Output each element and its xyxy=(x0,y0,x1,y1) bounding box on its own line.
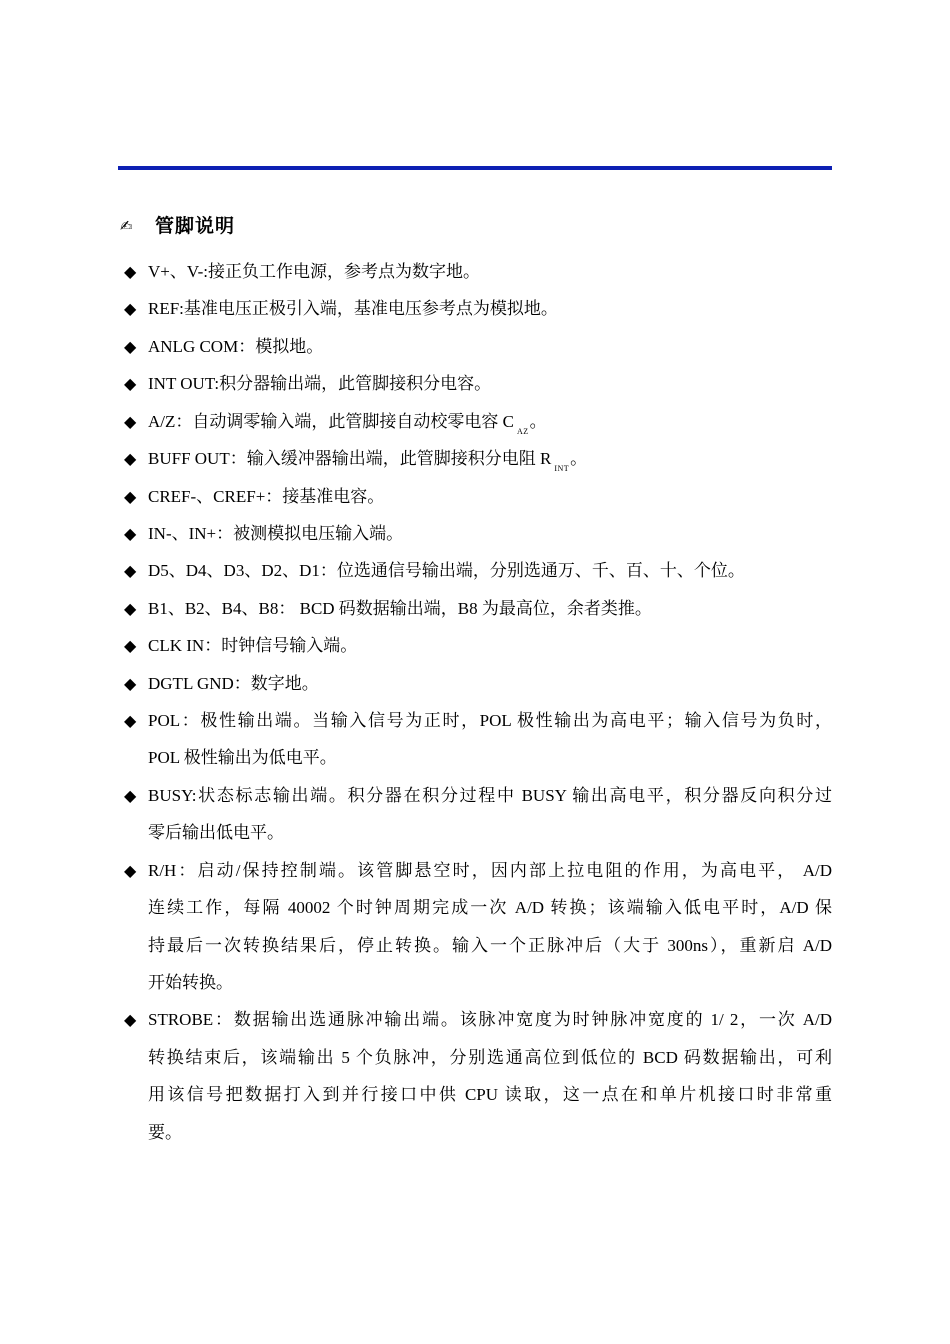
pin-description-line: V+、V-:接正负工作电源，参考点为数字地。 xyxy=(148,262,480,281)
list-bullet: ◆ xyxy=(124,711,137,731)
list-bullet: ◆ xyxy=(124,299,137,319)
list-bullet: ◆ xyxy=(124,411,137,431)
pin-item-cref xyxy=(124,478,836,515)
pin-item-ref xyxy=(124,290,836,327)
pin-description-line: CREF-、CREF+：接基准电容。 xyxy=(148,486,385,506)
list-bullet: ◆ xyxy=(124,860,137,880)
pin-item-b1-b8 xyxy=(124,590,836,627)
pin-description-line: 用该信号把数据打入到并行接口中供 CPU 读取，这一点在和单片机接口时非常重 xyxy=(148,1085,832,1105)
pin-description-list xyxy=(124,253,836,1151)
section-title: 管脚说明 xyxy=(155,215,236,237)
pin-description-line: BUSY:状态标志输出端。积分器在积分过程中 BUSY 输出高电平，积分器反向积分过 xyxy=(148,785,832,805)
list-bullet: ◆ xyxy=(124,561,137,581)
pin-description-line: R/H：启动/保持控制端。该管脚悬空时，因内部上拉电阻的作用，为高电平， A/D xyxy=(148,860,832,880)
header-rule xyxy=(118,166,832,170)
pin-item-int-out xyxy=(124,365,836,402)
list-bullet: ◆ xyxy=(124,1010,137,1030)
pin-item-in xyxy=(124,515,836,552)
pin-description-tail: 。 xyxy=(570,449,588,469)
pin-description-line: ANLG COM：模拟地。 xyxy=(148,336,324,356)
list-bullet: ◆ xyxy=(124,336,137,356)
list-bullet: ◆ xyxy=(124,449,137,469)
pin-description-line: 零后输出低电平。 xyxy=(148,823,284,843)
pin-description-tail: 。 xyxy=(529,411,547,431)
pin-description-line: POL：极性输出端。当输入信号为正时，POL 极性输出为高电平；输入信号为负时， xyxy=(148,711,832,731)
section-heading xyxy=(120,212,235,240)
pin-item-buff-out xyxy=(124,440,836,477)
pin-description-text: BUFF OUT：输入缓冲器输出端，此管脚接积分电阻 R xyxy=(148,449,552,469)
list-bullet: ◆ xyxy=(124,785,137,805)
pin-item-clk-in xyxy=(124,627,836,664)
pin-description-line: INT OUT:积分器输出端，此管脚接积分电容。 xyxy=(148,374,492,394)
pin-description-line: POL 极性输出为低电平。 xyxy=(148,748,337,768)
pin-description-line: 连续工作，每隔 40002 个时钟周期完成一次 A/D 转换；该端输入低电平时，A/D 保 xyxy=(148,898,832,918)
pin-description-line: DGTL GND：数字地。 xyxy=(148,673,319,693)
pin-description-line: STROBE：数据输出选通脉冲输出端。该脉冲宽度为时钟脉冲宽度的 1/ 2，一次 A/D xyxy=(148,1010,832,1030)
list-bullet: ◆ xyxy=(124,673,137,693)
pin-description-line xyxy=(148,440,832,477)
pin-description-text: A/Z：自动调零输入端，此管脚接自动校零电容 C xyxy=(148,411,514,431)
subscript-int: INT xyxy=(554,464,570,474)
pin-item-strobe xyxy=(124,1001,836,1151)
list-bullet: ◆ xyxy=(124,523,137,543)
pin-description-line: IN-、IN+：被测模拟电压输入端。 xyxy=(148,523,404,543)
pin-item-dgtl-gnd xyxy=(124,665,836,702)
pin-description-line: B1、B2、B4、B8： BCD 码数据输出端，B8 为最高位，余者类推。 xyxy=(148,598,652,618)
list-bullet: ◆ xyxy=(124,636,137,656)
list-bullet: ◆ xyxy=(124,598,137,618)
writing-hand-icon: ✍ xyxy=(120,217,133,235)
pin-description-line: 开始转换。 xyxy=(148,973,233,993)
pin-item-a-z xyxy=(124,403,836,440)
list-bullet: ◆ xyxy=(124,486,137,506)
pin-item-d5-d1 xyxy=(124,552,836,589)
pin-item-pol xyxy=(124,702,836,777)
pin-item-v-plus-minus xyxy=(124,253,836,290)
pin-description-line xyxy=(148,403,832,440)
pin-description-line: 要。 xyxy=(148,1122,182,1142)
list-bullet: ◆ xyxy=(124,262,137,281)
pin-description-line: 转换结束后，该端输出 5 个负脉冲，分别选通高位到低位的 BCD 码数据输出，可利 xyxy=(148,1047,832,1067)
subscript-az: AZ xyxy=(516,426,529,436)
pin-item-r-h xyxy=(124,852,836,1002)
pin-description-line: CLK IN：时钟信号输入端。 xyxy=(148,636,358,656)
pin-description-line: REF:基准电压正极引入端，基准电压参考点为模拟地。 xyxy=(148,299,558,319)
list-bullet: ◆ xyxy=(124,374,137,394)
pin-item-anlg-com xyxy=(124,328,836,365)
pin-description-line: 持最后一次转换结果后，停止转换。输入一个正脉冲后（大于 300ns），重新启 A/D xyxy=(148,935,832,955)
pin-description-line: D5、D4、D3、D2、D1：位选通信号输出端，分别选通万、千、百、十、个位。 xyxy=(148,561,745,581)
pin-item-busy xyxy=(124,777,836,852)
